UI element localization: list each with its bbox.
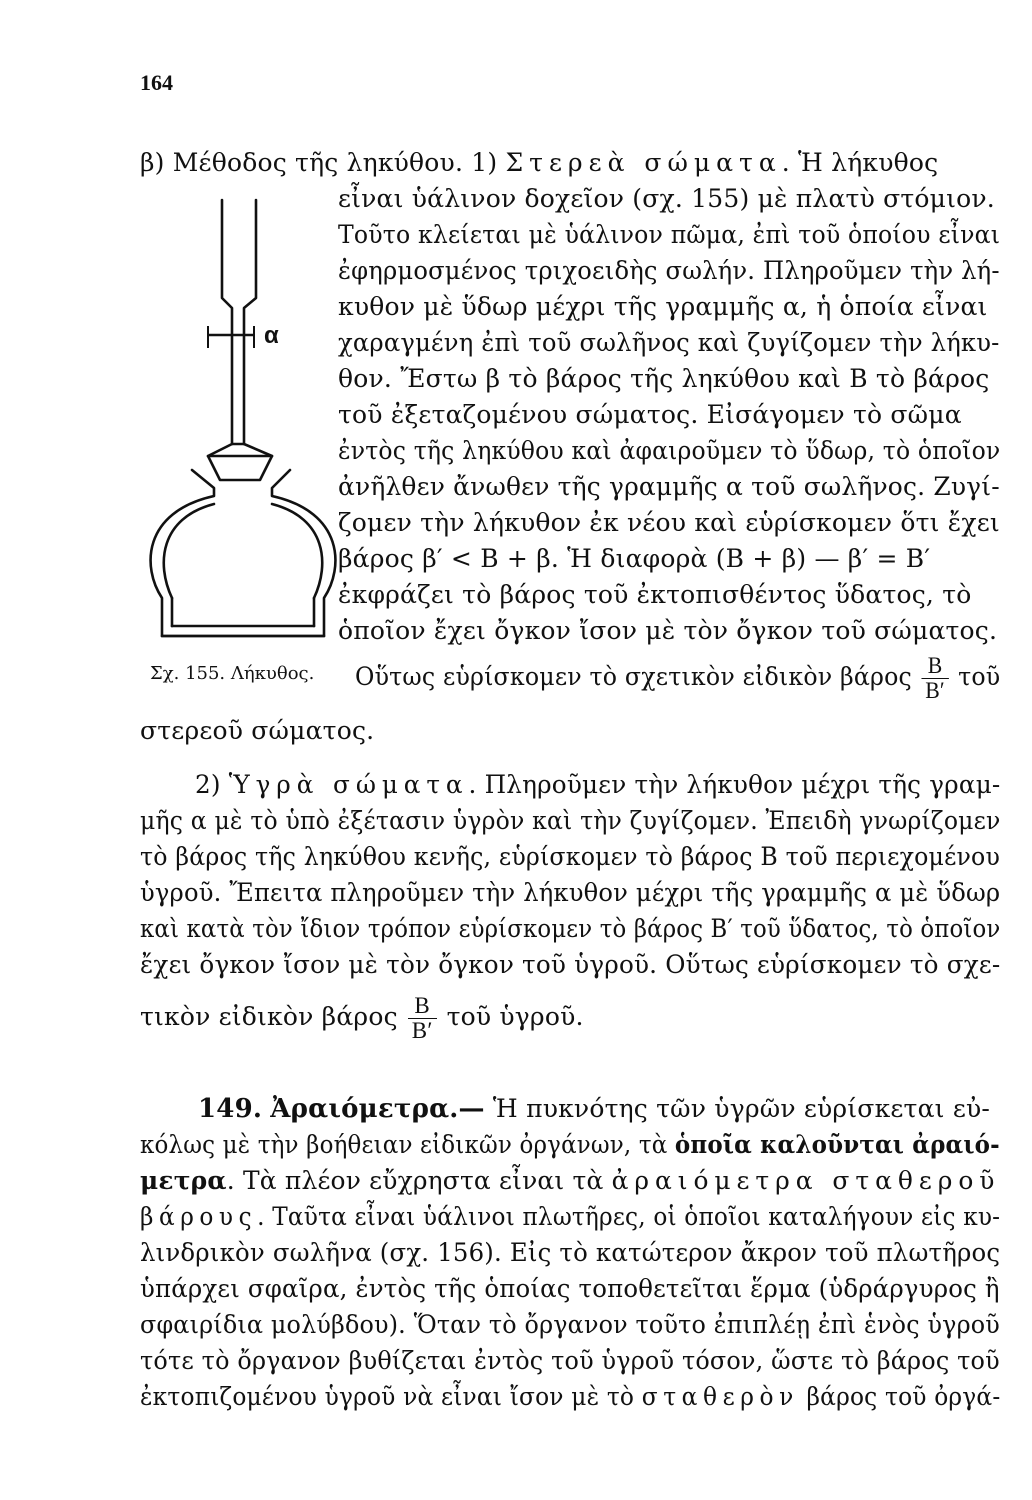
figure-label-a: α [264, 322, 279, 349]
text-line: στερεοῦ σώματος. [140, 716, 375, 745]
text-line: χαραγμένη ἐπὶ τοῦ σωλῆνος καὶ ζυγίζομεν τὴν λήκυ- [338, 328, 1000, 357]
text-line: ὁποῖον ἔχει ὄγκον ἴσον μὲ τὸν ὄγκον τοῦ σώματος. [338, 616, 998, 645]
text-line: κυθον μὲ ὕδωρ μέχρι τῆς γραμμῆς α, ἡ ὁποία εἶναι [338, 292, 988, 321]
text-line: βάρους. Ταῦτα εἶναι ὑάλινοι πλωτῆρες, οἱ ὁποῖοι καταλήγουν εἰς κυ- [140, 1202, 1001, 1231]
text-line: κόλως μὲ τὴν βοήθειαν εἰδικῶν ὀργάνων, τὰ ὁποῖα καλοῦνται ἀραιό- [140, 1130, 1000, 1159]
text-line: ἀνῆλθεν ἄνωθεν τῆς γραμμῆς α τοῦ σωλῆνος. Ζυγί- [338, 472, 1000, 501]
text-line: τοῦ ἐξεταζομένου σώματος. Εἰσάγομεν τὸ σῶμα [338, 400, 962, 429]
text-line: τὸ βάρος τῆς ληκύθου κενῆς, εὑρίσκομεν τὸ βάρος Β τοῦ περιεχομένου [140, 842, 1001, 871]
ratio-fraction: $\frac{B}{B'}$ [408, 994, 437, 1043]
text-line: μετρα. Τὰ πλέον εὔχρηστα εἶναι τὰ ἀραιόμετρα σταθεροῦ [140, 1166, 1001, 1195]
text-line: ζομεν τὴν λήκυθον ἐκ νέου καὶ εὑρίσκομεν ὅτι ἔχει [338, 508, 1000, 537]
page-number: 164 [140, 70, 173, 95]
text-line: ὑγροῦ. Ἔπειτα πληροῦμεν τὴν λήκυθον μέχρι τῆς γραμμῆς α μὲ ὕδωρ [140, 878, 1001, 907]
text-line: ἐφηρμοσμένος τριχοειδὴς σωλήν. Πληροῦμεν τὴν λή- [338, 256, 1000, 285]
text-line: βάρος β′ < Β + β. Ἡ διαφορὰ (Β + β) — β′ = Β′ [338, 544, 931, 573]
text-line: β) Μέθοδος τῆς ληκύθου. 1) Στερεὰ σώματα. Ἡ λήκυθος [140, 148, 939, 177]
section-title: Ἀραιόμετρα.— [270, 1094, 485, 1124]
figure-caption: Σχ. 155. Λήκυθος. [150, 663, 315, 684]
text-line: μῆς α μὲ τὸ ὑπὸ ἐξέτασιν ὑγρὸν καὶ τὴν ζυγίζομεν. Ἐπειδὴ γνωρίζομεν [140, 806, 1001, 835]
section-number: 149. [198, 1094, 263, 1124]
text-line: καὶ κατὰ τὸν ἴδιον τρόπον εὑρίσκομεν τὸ βάρος Β′ τοῦ ὕδατος, τὸ ὁποῖον [140, 914, 1001, 943]
text-line: ἐντὸς τῆς ληκύθου καὶ ἀφαιροῦμεν τὸ ὕδωρ, τὸ ὁποῖον [338, 436, 1001, 465]
ratio-fraction: $\frac{B}{B'}$ [921, 654, 948, 703]
text-line: ἐκφράζει τὸ βάρος τοῦ ἐκτοπισθέντος ὕδατος, τὸ [338, 580, 972, 609]
text-line: τότε τὸ ὄργανον βυθίζεται ἐντὸς τοῦ ὑγροῦ τόσον, ὥστε τὸ βάρος τοῦ [140, 1346, 1000, 1375]
text-line: ἔχει ὄγκον ἴσον μὲ τὸν ὄγκον τοῦ ὑγροῦ. Οὕτως εὑρίσκομεν τὸ σχε- [140, 950, 1001, 979]
section-heading-line: 149. Ἀραιόμετρα.— Ἡ πυκνότης τῶν ὑγρῶν εὑρίσκεται εὐ- [198, 1094, 991, 1124]
text-line: σφαιρίδια μολύβδου). Ὅταν τὸ ὄργανον τοῦτο ἐπιπλέῃ ἐπὶ ἑνὸς ὑγροῦ [140, 1310, 1000, 1339]
text-line: θον. Ἔστω β τὸ βάρος τῆς ληκύθου καὶ Β τὸ βάρος [338, 364, 990, 393]
ratio-line-solid: Οὕτως εὑρίσκομεν τὸ σχετικὸν εἰδικὸν βάρος $\frac{B}{B'}$ τοῦ [355, 653, 1001, 703]
text-line: λινδρικὸν σωλῆνα (σχ. 156). Εἰς τὸ κατώτερον ἄκρον τοῦ πλωτῆρος [140, 1238, 1001, 1267]
text-line: ἐκτοπιζομένου ὑγροῦ νὰ εἶναι ἴσον μὲ τὸ σταθερὸν βάρος τοῦ ὀργά- [140, 1382, 1001, 1411]
text-line: Τοῦτο κλείεται μὲ ὑάλινον πῶμα, ἐπὶ τοῦ ὁποίου εἶναι [338, 220, 1001, 249]
lekythos-figure [148, 188, 338, 653]
text-line: 2) Ὑγρὰ σώματα. Πληροῦμεν τὴν λήκυθον μέχρι τῆς γραμ- [195, 770, 1001, 799]
ratio-line-liquid: τικὸν εἰδικὸν βάρος $\frac{B}{B'}$ τοῦ ὑγροῦ. [140, 993, 584, 1043]
text-line: ὑπάρχει σφαῖρα, ἐντὸς τῆς ὁποίας τοποθετεῖται ἕρμα (ὑδράργυρος ἢ [140, 1274, 1000, 1303]
text-line: εἶναι ὑάλινον δοχεῖον (σχ. 155) μὲ πλατὺ στόμιον. [338, 184, 995, 213]
